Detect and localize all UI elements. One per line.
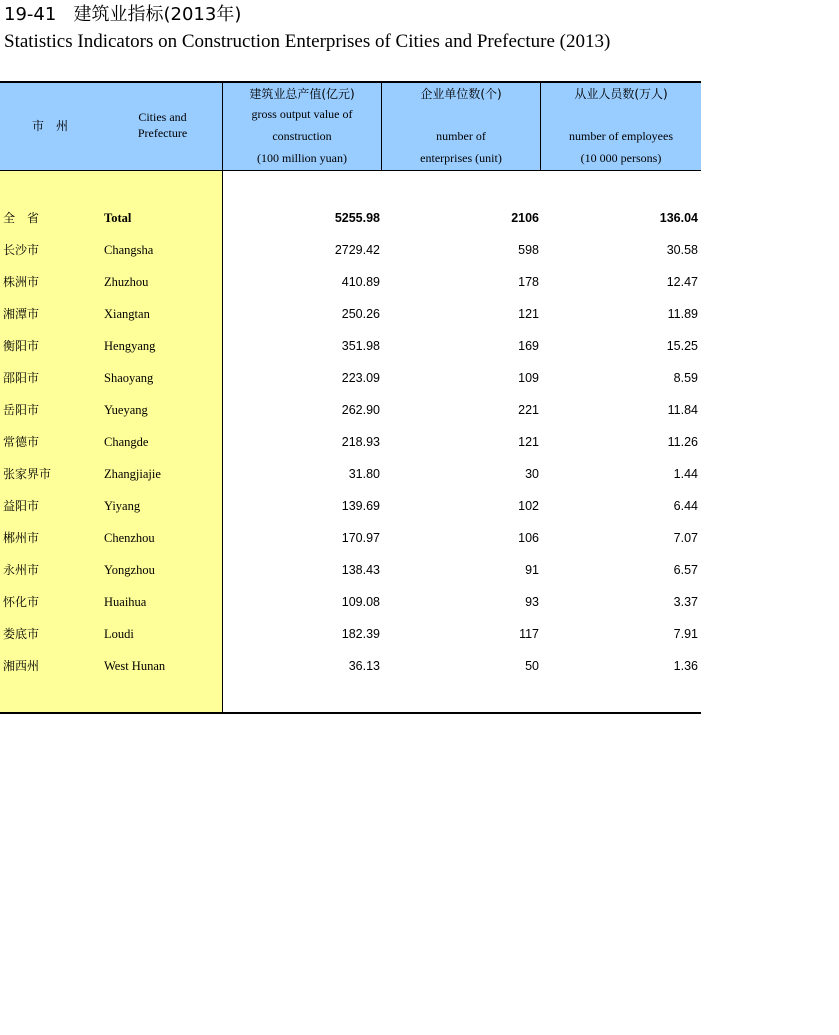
cell-city-en: Changde (104, 435, 149, 449)
cell-gross-output: 351.98 (341, 339, 380, 353)
table-title-cn (4, 4, 241, 26)
cell-city-en: Yiyang (104, 499, 141, 513)
cell-city-cn: 长沙市 (3, 243, 40, 257)
header-output-en-line3: (100 million yuan) (257, 151, 347, 165)
cell-enterprise-count: 121 (518, 435, 539, 449)
cell-gross-output: 410.89 (341, 275, 380, 289)
cell-city-cn: 全 省 (3, 211, 40, 225)
cell-city-en: West Hunan (104, 659, 166, 673)
header-employees (541, 85, 701, 169)
table-row (0, 272, 701, 292)
cell-gross-output: 262.90 (341, 403, 380, 417)
header-output-cn: 建筑业总产值(亿元) (249, 87, 355, 101)
cell-employee-count: 6.57 (673, 563, 698, 577)
cell-city-en: Yongzhou (104, 563, 155, 577)
cell-city-en: Zhangjiajie (104, 467, 161, 481)
cell-gross-output: 182.39 (341, 627, 380, 641)
cell-enterprise-count: 102 (518, 499, 539, 513)
cell-city-cn: 衡阳市 (3, 339, 40, 353)
statistics-table (0, 81, 701, 714)
header-city-en (120, 109, 205, 141)
cell-gross-output: 31.80 (348, 467, 380, 481)
table-row (0, 656, 701, 676)
cell-employee-count: 3.37 (673, 595, 698, 609)
cell-city-en: Loudi (104, 627, 134, 641)
cell-city-en: Yueyang (104, 403, 148, 417)
cell-employee-count: 11.84 (667, 403, 698, 417)
cell-gross-output: 5255.98 (334, 211, 380, 225)
cell-enterprise-count: 91 (525, 563, 539, 577)
cell-city-en: Hengyang (104, 339, 156, 353)
header-output-en-line1: gross output value of (251, 107, 353, 121)
cell-employee-count: 1.44 (673, 467, 698, 481)
cell-enterprise-count: 121 (518, 307, 539, 321)
table-row (0, 208, 701, 228)
table-row (0, 368, 701, 388)
bottom-rule (0, 712, 701, 714)
cell-enterprise-count: 2106 (511, 211, 539, 225)
cell-city-cn: 益阳市 (3, 499, 40, 513)
cell-employee-count: 7.91 (673, 627, 698, 641)
cell-city-cn: 湘西州 (3, 659, 40, 673)
cell-enterprise-count: 221 (518, 403, 539, 417)
header-employees-en-line1: number of employees (569, 129, 673, 143)
cell-employee-count: 6.44 (673, 499, 698, 513)
cell-gross-output: 218.93 (341, 435, 380, 449)
header-city-en-line2: Prefecture (137, 126, 188, 140)
cell-city-cn: 株洲市 (3, 275, 40, 289)
table-row (0, 240, 701, 260)
cell-enterprise-count: 93 (525, 595, 539, 609)
header-output-en-line2: construction (272, 129, 332, 143)
title-cn-text: 建筑业指标(2013年) (73, 4, 242, 25)
cell-city-en: Shaoyang (104, 371, 154, 385)
table-row (0, 496, 701, 516)
cell-city-en: Total (104, 211, 132, 225)
cell-employee-count: 11.26 (667, 435, 698, 449)
cell-city-cn: 湘潭市 (3, 307, 40, 321)
cell-enterprise-count: 109 (518, 371, 539, 385)
header-units (382, 85, 540, 169)
cell-employee-count: 7.07 (673, 531, 698, 545)
cell-gross-output: 170.97 (341, 531, 380, 545)
cell-employee-count: 15.25 (666, 339, 698, 353)
cell-city-cn: 怀化市 (3, 595, 40, 609)
table-row (0, 400, 701, 420)
table-row (0, 336, 701, 356)
header-units-cn: 企业单位数(个) (420, 87, 502, 101)
table-number: 19-41 (4, 4, 57, 25)
cell-city-en: Xiangtan (104, 307, 150, 321)
cell-city-cn: 郴州市 (3, 531, 40, 545)
cell-employee-count: 12.47 (666, 275, 698, 289)
cell-employee-count: 1.36 (673, 659, 698, 673)
cell-city-en: Huaihua (104, 595, 147, 609)
table-title-en: Statistics Indicators on Construction Enterprises of Cities and Prefecture (2013) (4, 31, 611, 52)
cell-city-cn: 永州市 (3, 563, 40, 577)
cell-gross-output: 138.43 (341, 563, 380, 577)
header-rule (0, 170, 701, 171)
header-city-cn: 市 州 (31, 119, 68, 133)
header-employees-en-line2: (10 000 persons) (580, 151, 662, 165)
cell-enterprise-count: 50 (525, 659, 539, 673)
cell-employee-count: 30.58 (666, 243, 698, 257)
cell-gross-output: 2729.42 (334, 243, 380, 257)
cell-city-en: Chenzhou (104, 531, 155, 545)
cell-employee-count: 136.04 (659, 211, 698, 225)
cell-city-cn: 张家界市 (3, 467, 52, 481)
cell-enterprise-count: 169 (518, 339, 539, 353)
cell-enterprise-count: 598 (518, 243, 539, 257)
cell-employee-count: 11.89 (667, 307, 698, 321)
table-row (0, 464, 701, 484)
cell-gross-output: 223.09 (341, 371, 380, 385)
cell-city-cn: 岳阳市 (3, 403, 40, 417)
cell-enterprise-count: 117 (519, 627, 539, 641)
column-divider-1 (222, 83, 223, 712)
cell-city-cn: 娄底市 (3, 627, 40, 641)
cell-employee-count: 8.59 (673, 371, 698, 385)
cell-city-cn: 邵阳市 (3, 371, 40, 385)
table-row (0, 592, 701, 612)
table-row (0, 528, 701, 548)
cell-gross-output: 139.69 (341, 499, 380, 513)
cell-enterprise-count: 106 (518, 531, 539, 545)
header-employees-cn: 从业人员数(万人) (574, 87, 668, 101)
table-row (0, 304, 701, 324)
cell-gross-output: 109.08 (341, 595, 380, 609)
header-units-en-line2: enterprises (unit) (420, 151, 502, 165)
cell-gross-output: 36.13 (348, 659, 380, 673)
table-row (0, 432, 701, 452)
cell-enterprise-count: 178 (518, 275, 539, 289)
header-output (223, 85, 381, 169)
cell-city-en: Changsha (104, 243, 154, 257)
header-units-en-line1: number of (436, 129, 486, 143)
cell-gross-output: 250.26 (341, 307, 380, 321)
table-row (0, 560, 701, 580)
table-row (0, 624, 701, 644)
header-city-en-line1: Cities and (138, 110, 187, 124)
cell-city-en: Zhuzhou (104, 275, 149, 289)
cell-enterprise-count: 30 (525, 467, 539, 481)
cell-city-cn: 常德市 (3, 435, 40, 449)
